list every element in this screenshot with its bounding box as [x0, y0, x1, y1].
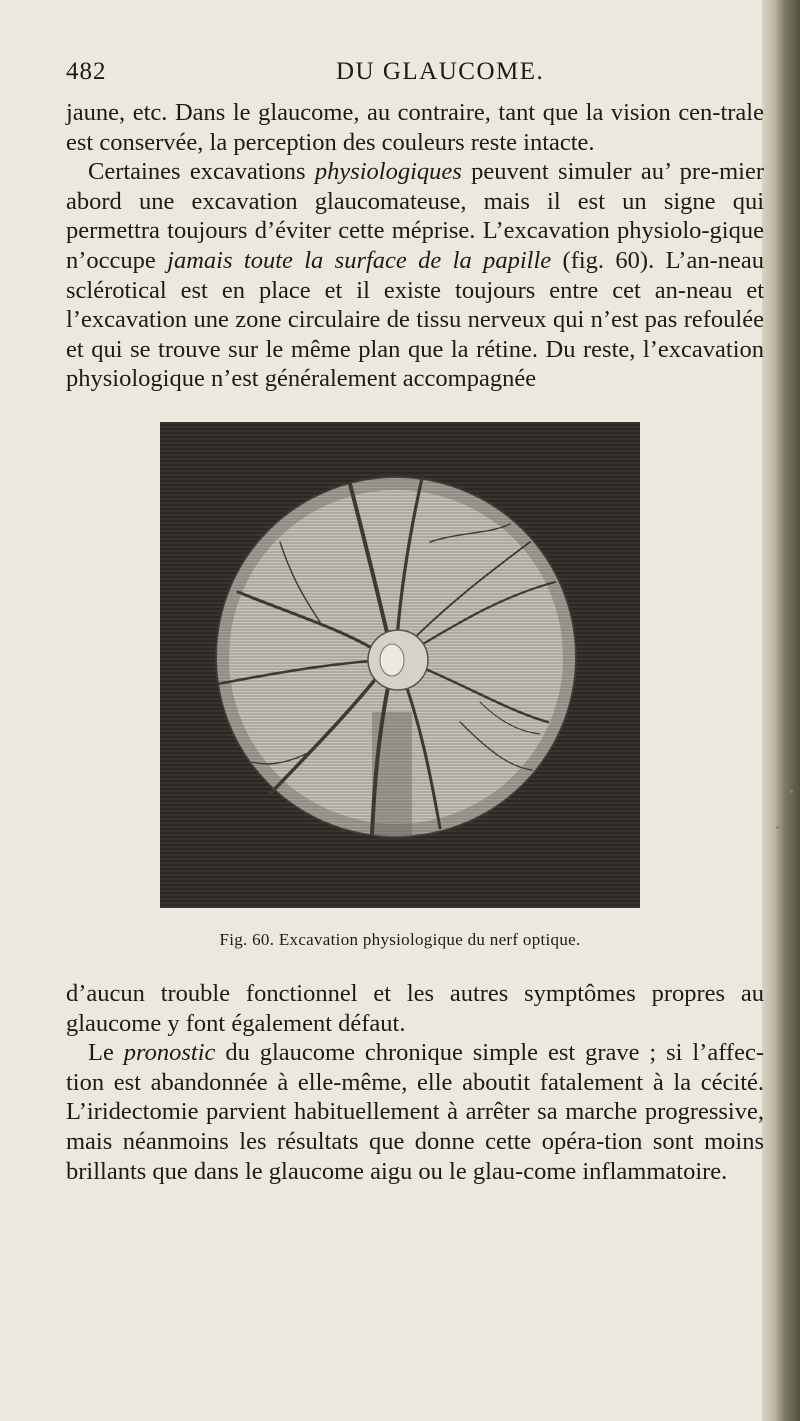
italic-phrase: jamais toute la surface de la papille — [167, 246, 552, 274]
body-text-bottom — [66, 979, 764, 1186]
chapter-title: DU GLAUCOME. — [336, 58, 545, 85]
running-head — [66, 58, 746, 94]
paragraph: d’aucun trouble fonctionnel et les autres symptômes propres au glaucome y font également défaut. — [66, 980, 764, 1037]
page-number: 482 — [66, 58, 107, 85]
paragraph: Certaines excavations physiologiques peuvent simuler au’ pre-mier abord une excavation glaucomateuse, mais il est un signe qui permettra toujours d’éviter cette méprise. L’excavation physiolo-gique n’occupe jamais toute la surface de la papille (fig. 60). L’an-neau sclérotical est en place et il existe toujours entre cet an-neau et l’excavation une zone circulaire de tissu nerveux qui n’est pas refoulée et qui se trouve sur le même plan que la rétine. Du reste, l’excavation physiologique n’est généralement accompagnée — [66, 158, 764, 393]
paragraph: jaune, etc. Dans le glaucome, au contraire, tant que la vision cen-trale est conservée, la perception des couleurs reste intacte. — [66, 99, 764, 156]
fundus-engraving — [160, 422, 640, 908]
figure-60-fundus-illustration — [160, 422, 640, 908]
figure-caption: Fig. 60. Excavation physiologique du nerf optique. — [219, 930, 581, 949]
paragraph: Le pronostic du glaucome chronique simple est grave ; si l’affec-tion est abandonnée à elle-même, elle aboutit fatalement à la cécité. L’iridectomie parvient habituellement à arrêter sa marche progressive, mais néanmoins les résultats que donne cette opéra-tion sont moins brillants que dans le glaucome aigu ou le glau-come inflammatoire. — [66, 1039, 764, 1185]
page-edge-shadow — [762, 0, 800, 1421]
print-speck — [776, 826, 779, 829]
italic-term: physiologiques — [314, 158, 462, 186]
italic-term: pronostic — [123, 1039, 216, 1067]
print-speck — [790, 790, 793, 793]
physiological-excavation — [380, 644, 404, 676]
body-text-top — [66, 98, 764, 394]
